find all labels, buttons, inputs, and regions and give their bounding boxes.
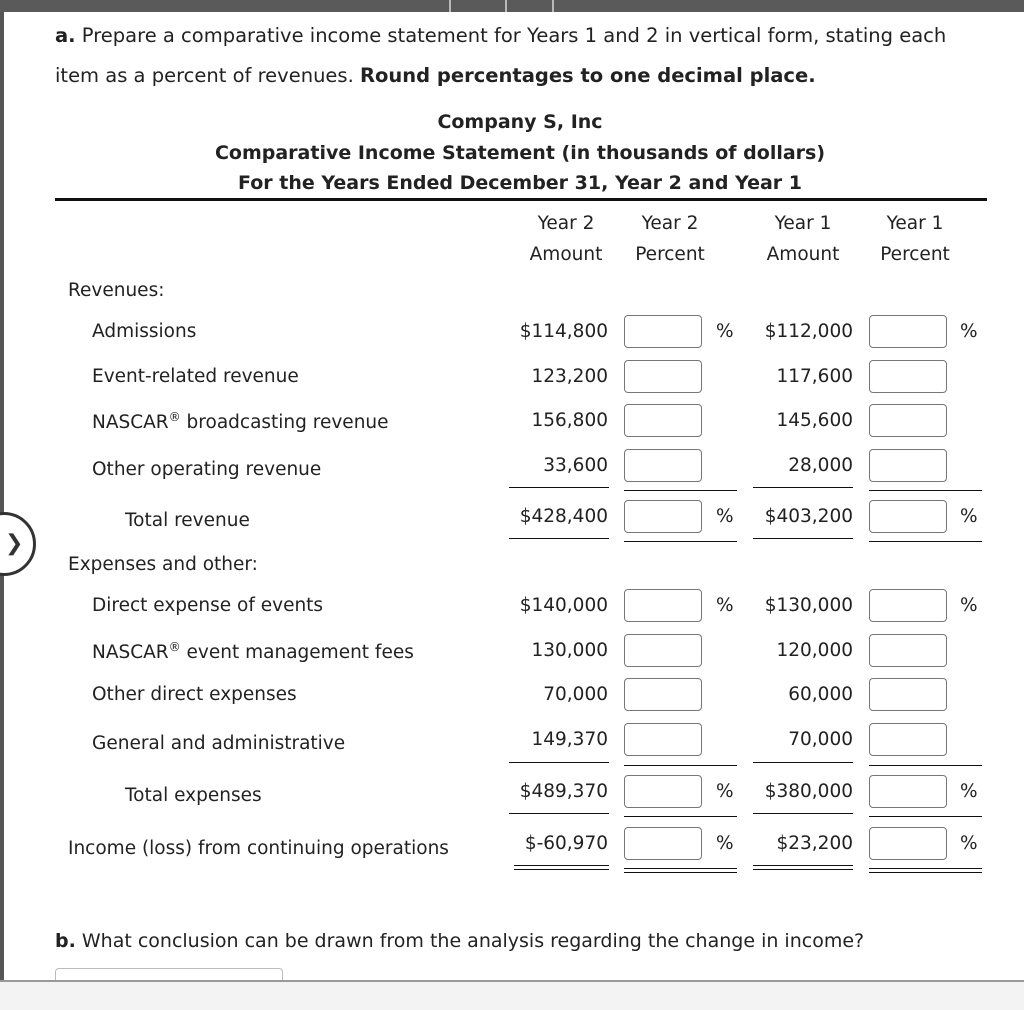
year1-amount: $380,000	[764, 781, 853, 802]
year1-percent-input[interactable]	[869, 723, 947, 756]
row-label-other-operating-revenue: Other operating revenue	[92, 459, 322, 480]
double-rule	[869, 872, 982, 873]
toolbar-divider	[552, 0, 554, 12]
year1-percent-input[interactable]	[869, 827, 947, 860]
row-label-nascar-event-management-fees: NASCAR® event management fees	[92, 640, 414, 664]
year1-amount: 145,600	[776, 410, 853, 431]
statement-period: For the Years Ended December 31, Year 2 and Year 1	[238, 172, 802, 194]
year2-amount: $489,370	[519, 781, 608, 802]
year1-percent-input[interactable]	[869, 360, 947, 393]
year1-amount: $403,200	[764, 506, 853, 527]
year2-amount: 130,000	[531, 640, 608, 661]
percent-sign: %	[716, 833, 734, 854]
double-rule	[624, 872, 737, 873]
part-b-prompt	[55, 930, 864, 952]
percent-sign: %	[960, 595, 978, 616]
year1-percent-input[interactable]	[869, 500, 947, 533]
double-rule	[753, 869, 853, 870]
year1-percent-input[interactable]	[869, 589, 947, 622]
subtotal-rule	[509, 487, 609, 488]
row-label-other-direct-expenses: Other direct expenses	[92, 684, 297, 705]
double-rule	[624, 868, 737, 869]
year2-percent-input[interactable]	[624, 404, 702, 437]
row-label-income-loss: Income (loss) from continuing operations	[68, 838, 449, 859]
year2-percent-input[interactable]	[624, 827, 702, 860]
year1-amount: 117,600	[776, 366, 853, 387]
chevron-right-icon: ❯	[5, 531, 24, 556]
expenses-heading: Expenses and other:	[68, 554, 258, 575]
year1-percent-input[interactable]	[869, 315, 947, 348]
year1-percent-input[interactable]	[869, 678, 947, 711]
col-year1-percent: Year 1 Percent	[880, 213, 950, 265]
part-a-line1	[55, 24, 946, 47]
double-rule	[514, 869, 609, 870]
row-label-direct-expense-of-events: Direct expense of events	[92, 595, 324, 616]
total-rule	[624, 816, 737, 817]
year2-amount: 156,800	[531, 410, 608, 431]
row-label-admissions: Admissions	[92, 321, 197, 342]
year1-percent-input[interactable]	[869, 634, 947, 667]
year1-percent-input[interactable]	[869, 449, 947, 482]
next-nav-button[interactable]	[0, 512, 36, 576]
company-name: Company S, Inc	[437, 111, 603, 133]
total-rule	[753, 538, 853, 539]
header-rule	[55, 198, 987, 201]
total-rule	[624, 541, 737, 542]
year2-percent-input[interactable]	[624, 449, 702, 482]
year2-percent-input[interactable]	[624, 589, 702, 622]
year2-percent-input[interactable]	[624, 634, 702, 667]
row-label-nascar-broadcasting-revenue: NASCAR® broadcasting revenue	[92, 410, 389, 434]
toolbar-divider	[505, 0, 507, 12]
total-rule	[869, 816, 982, 817]
row-label-total-expenses: Total expenses	[125, 785, 262, 806]
year2-amount: $428,400	[519, 506, 608, 527]
year1-amount: $23,200	[776, 833, 853, 854]
year1-amount: $130,000	[764, 595, 853, 616]
total-rule	[509, 538, 609, 539]
year1-percent-input[interactable]	[869, 775, 947, 808]
row-label-event-related-revenue: Event-related revenue	[92, 366, 299, 387]
total-rule	[509, 813, 609, 814]
col-year2-amount: Year 2 Amount	[529, 213, 603, 265]
col-year1-amount: Year 1 Amount	[766, 213, 840, 265]
percent-sign: %	[716, 321, 734, 342]
subtotal-rule	[753, 762, 853, 763]
subtotal-rule	[869, 490, 982, 491]
year1-percent-input[interactable]	[869, 404, 947, 437]
year2-percent-input[interactable]	[624, 360, 702, 393]
percent-sign: %	[960, 321, 978, 342]
top-toolbar-strip	[0, 0, 1024, 12]
year1-amount: 70,000	[788, 729, 853, 750]
subtotal-rule	[753, 487, 853, 488]
part-b-label: b.	[55, 930, 76, 952]
row-label-total-revenue: Total revenue	[125, 510, 250, 531]
percent-sign: %	[960, 833, 978, 854]
double-rule	[869, 868, 982, 869]
subtotal-rule	[869, 765, 982, 766]
row-label-general-and-administrative: General and administrative	[92, 733, 346, 754]
year1-amount: $112,000	[764, 321, 853, 342]
part-a-instruction: item as a percent of revenues.	[55, 64, 354, 87]
year2-amount: 70,000	[543, 684, 608, 705]
percent-sign: %	[716, 595, 734, 616]
part-a-text: Prepare a comparative income statement for Years 1 and 2 in vertical form, stating each	[81, 24, 947, 47]
percent-sign: %	[960, 506, 978, 527]
double-rule	[753, 865, 853, 866]
year2-amount: 33,600	[543, 455, 608, 476]
year2-percent-input[interactable]	[624, 723, 702, 756]
percent-sign: %	[716, 781, 734, 802]
year2-amount: 149,370	[531, 729, 608, 750]
subtotal-rule	[624, 490, 737, 491]
year2-amount: $-60,970	[524, 833, 608, 854]
year2-percent-input[interactable]	[624, 678, 702, 711]
part-a-rounding-note: Round percentages to one decimal place.	[360, 64, 816, 87]
year2-amount: 123,200	[531, 366, 608, 387]
year2-percent-input[interactable]	[624, 500, 702, 533]
percent-sign: %	[960, 781, 978, 802]
year2-percent-input[interactable]	[624, 775, 702, 808]
subtotal-rule	[624, 765, 737, 766]
revenues-heading: Revenues:	[68, 280, 165, 301]
toolbar-divider	[449, 0, 451, 12]
year2-amount: $140,000	[519, 595, 608, 616]
percent-sign: %	[716, 506, 734, 527]
total-rule	[753, 813, 853, 814]
year1-amount: 120,000	[776, 640, 853, 661]
year2-amount: $114,800	[519, 321, 608, 342]
double-rule	[514, 865, 609, 866]
year2-percent-input[interactable]	[624, 315, 702, 348]
subtotal-rule	[509, 762, 609, 763]
year1-amount: 60,000	[788, 684, 853, 705]
col-year2-percent: Year 2 Percent	[635, 213, 705, 265]
year1-amount: 28,000	[788, 455, 853, 476]
statement-title: Comparative Income Statement (in thousands of dollars)	[214, 142, 826, 164]
bottom-panel	[0, 982, 1024, 1010]
part-a-label: a.	[55, 24, 76, 47]
part-a-line2	[55, 64, 816, 87]
part-b-text: What conclusion can be drawn from the analysis regarding the change in income?	[81, 930, 865, 952]
total-rule	[869, 541, 982, 542]
